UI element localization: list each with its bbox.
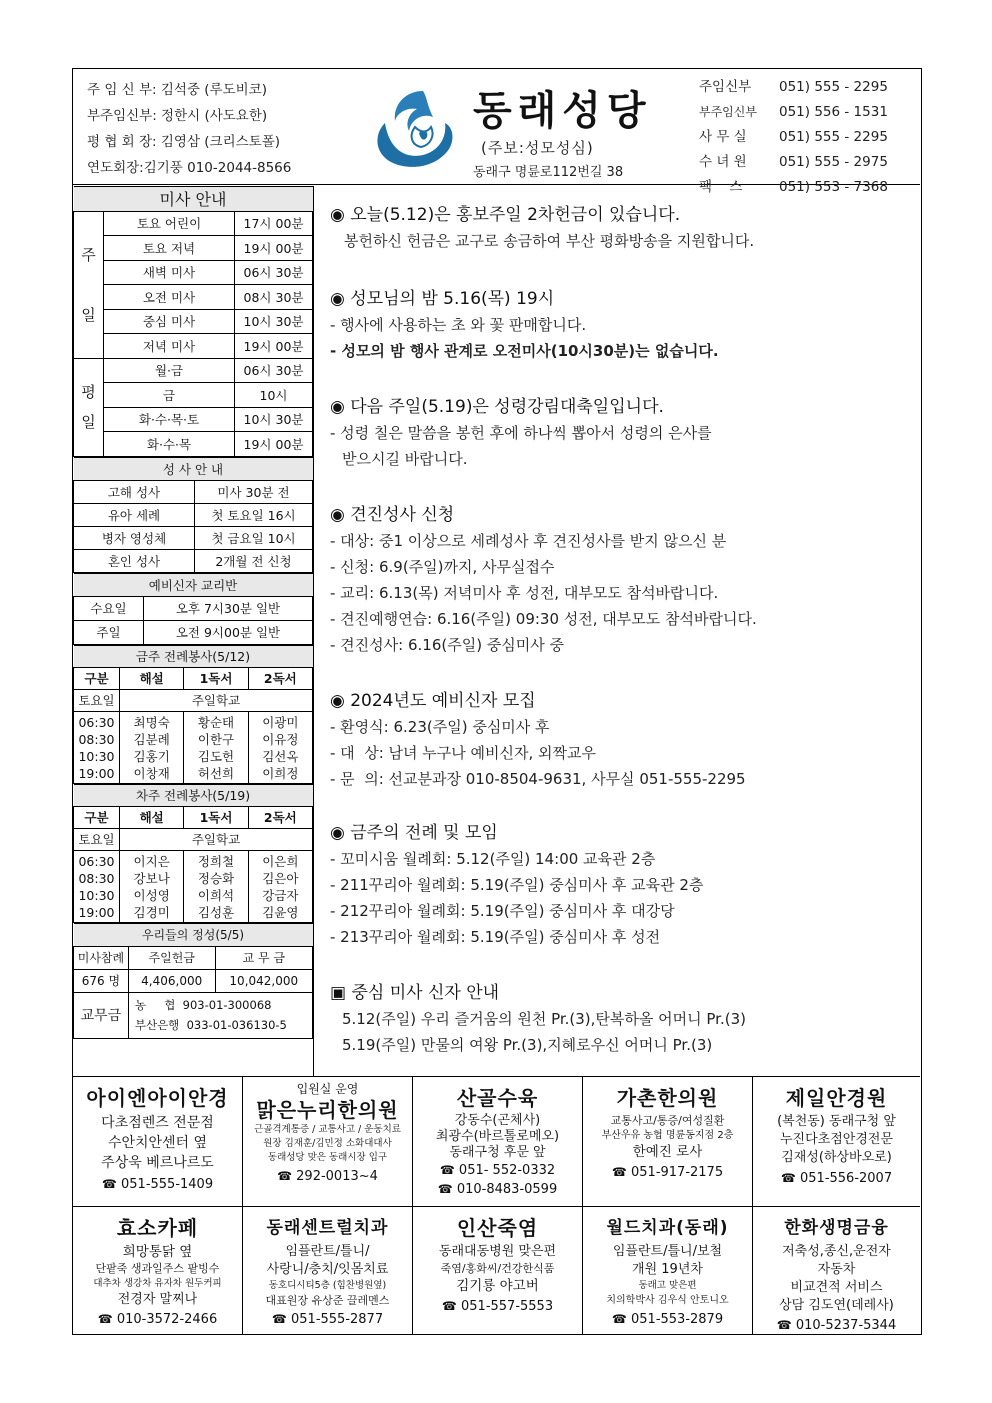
mass-name: 토요 저녁 xyxy=(104,236,235,261)
account-list xyxy=(128,992,312,1038)
ad-line: 희망통닭 옆 xyxy=(122,1244,193,1260)
weekday-group-label xyxy=(74,358,104,456)
mass-time: 10시 xyxy=(235,383,313,408)
mass-name: 금 xyxy=(104,383,235,408)
ad-card xyxy=(413,1206,583,1335)
mass-table xyxy=(73,186,313,457)
person: 강금자 xyxy=(262,887,299,903)
mass-time: 19시 00분 xyxy=(235,432,313,457)
col-header: 해설 xyxy=(120,667,184,689)
notice-item xyxy=(330,286,920,364)
schedule-column xyxy=(73,186,314,1076)
mass-name: 새벽 미사 xyxy=(104,260,235,285)
contact-number: 051) 553 - 7368 xyxy=(779,179,888,195)
clergy-line: 부주임신부: 정한시 (사도요한) xyxy=(87,108,268,124)
ad-name: 인산죽염 xyxy=(456,1216,539,1240)
clergy-line: 평 협 회 장: 김영삼 (크리스토폴) xyxy=(87,134,281,150)
ad-line: 상담 김도연(데레사) xyxy=(779,1298,894,1313)
notice-line: 봉헌하신 헌금은 교구로 송금하여 부산 평화방송을 지원합니다. xyxy=(344,232,755,250)
contact-label: 부주임신부 xyxy=(699,105,757,119)
notice-title: ◉ 2024년도 예비신자 모집 xyxy=(330,691,536,711)
this-week-title: 금주 전례봉사(5/12) xyxy=(74,645,313,667)
person: 김은아 xyxy=(262,870,299,886)
time: 08:30 xyxy=(78,870,115,886)
notice-line: - 212꾸리아 월례회: 5.19(주일) 중심미사 후 대강당 xyxy=(330,902,675,920)
contact-number: 051) 555 - 2295 xyxy=(779,129,888,145)
ad-phone xyxy=(753,1315,920,1336)
notice-line: - 꼬미시움 월례회: 5.12(주일) 14:00 교육관 2층 xyxy=(330,850,656,868)
ad-line: 전경자 말찌나 xyxy=(117,1292,198,1307)
ad-line: 동래성당 맞은 동래시장 입구 xyxy=(267,1152,388,1163)
ad-line: 최광수(바르톨로메오) xyxy=(435,1129,560,1144)
group-char: 일 xyxy=(81,413,96,431)
notice-line: - 견진예행연습: 6.16(주일) 09:30 성전, 대부모도 참석바랍니다. xyxy=(330,610,757,628)
time: 19:00 xyxy=(78,904,115,920)
notice-item xyxy=(330,820,920,950)
phone-number: 051-555-1409 xyxy=(121,1177,214,1192)
contact-row xyxy=(699,125,919,150)
ad-line: 수안치안센터 옆 xyxy=(107,1135,208,1151)
class-time: 오전 9시00분 일반 xyxy=(144,620,313,644)
time-cell xyxy=(74,711,120,783)
person: 이광미 xyxy=(262,714,299,730)
reading1-cell xyxy=(184,850,248,922)
notice-line: - 문 의: 선교분과장 010-8504-9631, 사무실 051-555-2295 xyxy=(330,770,746,788)
col-header: 구분 xyxy=(74,667,120,689)
bulletin-frame xyxy=(72,68,922,1335)
mass-time: 06시 30분 xyxy=(235,358,313,383)
notice-line: - 견진성사: 6.16(주일) 중심미사 중 xyxy=(330,636,565,654)
notice-line: - 211꾸리아 월례회: 5.19(주일) 중심미사 후 교육관 2층 xyxy=(330,876,704,894)
ad-line: 개원 19년차 xyxy=(632,1262,703,1277)
phone-icon: ☎ xyxy=(776,1318,792,1332)
phone-number: 292-0013~4 xyxy=(296,1169,378,1184)
phone-icon: ☎ xyxy=(271,1312,287,1326)
ad-phone xyxy=(243,1165,412,1188)
ad-card xyxy=(583,1077,753,1206)
col-header: 2독서 xyxy=(248,667,312,689)
offering-value: 4,406,000 xyxy=(128,969,215,992)
contact-label: 팩 스 xyxy=(699,179,743,195)
mass-name: 월·금 xyxy=(104,358,235,383)
dues-value: 10,042,000 xyxy=(215,969,312,992)
ad-phone xyxy=(73,1309,242,1330)
saturday-label: 토요일 xyxy=(74,689,120,711)
advertisements xyxy=(73,1076,920,1334)
ad-line: 근골격계통증 / 교통사고 / 운동치료 xyxy=(254,1124,401,1135)
contact-number: 051) 556 - 1531 xyxy=(779,104,888,120)
mass-title: 미사 안내 xyxy=(74,187,313,212)
notice-title: ◉ 다음 주일(5.19)은 성령강림대축일입니다. xyxy=(330,397,664,417)
contact-label: 주임신부 xyxy=(699,79,752,95)
phone-icon: ☎ xyxy=(437,1182,453,1196)
person: 황순태 xyxy=(197,714,235,730)
reading1-cell xyxy=(184,711,248,783)
ad-name: 맑은누리한의원 xyxy=(256,1098,399,1122)
ad-line: 김기룡 야고버 xyxy=(456,1278,539,1294)
ad-phone xyxy=(583,1161,752,1184)
mass-name: 화·수·목·토 xyxy=(104,407,235,432)
ad-line: 치의학박사 김우식 안토니오 xyxy=(606,1295,729,1306)
parish-name: 동래성당 xyxy=(473,88,652,134)
group-char: 평 xyxy=(81,383,96,401)
ad-line: 부산우유 농협 명륜동지점 2층 xyxy=(601,1130,734,1141)
time: 06:30 xyxy=(78,853,115,869)
commentary-cell xyxy=(120,850,184,922)
bank-account: 부산은행 033-01-036130-5 xyxy=(134,1018,287,1032)
phone-number: 051-917-2175 xyxy=(631,1165,724,1180)
col-header: 1독서 xyxy=(184,667,248,689)
mass-name: 오전 미사 xyxy=(104,285,235,310)
ad-card xyxy=(243,1206,413,1335)
ad-line: 사랑니/충치/잇몸치료 xyxy=(266,1262,389,1277)
ad-line: 자동차 xyxy=(817,1262,856,1277)
ad-card xyxy=(583,1206,753,1335)
next-week-service-table xyxy=(73,784,313,923)
group-char: 일 xyxy=(81,305,96,324)
ad-phone xyxy=(753,1167,920,1190)
patron: (주보:성모성심) xyxy=(481,139,594,157)
ad-line: 임플란트/틀니/ xyxy=(285,1244,370,1259)
notice-line: - 성모의 밤 행사 관계로 오전미사(10시30분)는 없습니다. xyxy=(330,342,719,360)
class-day: 주일 xyxy=(74,620,144,644)
account-label: 교무금 xyxy=(74,992,129,1038)
notice-line: 5.19(주일) 만물의 여왕 Pr.(3),지혜로우신 어머니 Pr.(3) xyxy=(342,1036,713,1054)
ad-line: 김재성(하상바오로) xyxy=(781,1150,892,1165)
mass-time: 19시 00분 xyxy=(235,334,313,359)
ad-line: 임플란트/틀니/보철 xyxy=(612,1244,723,1259)
clergy-line: 연도회장:김기풍 010-2044-8566 xyxy=(87,160,292,176)
phone-icon: ☎ xyxy=(439,1163,455,1177)
phone-number: 010-3572-2466 xyxy=(116,1312,218,1327)
time-cell xyxy=(74,850,120,922)
notice-line: - 교리: 6.13(목) 저녁미사 후 성전, 대부모도 참석바랍니다. xyxy=(330,584,719,602)
parish-logo-icon xyxy=(365,83,463,173)
person: 이은희 xyxy=(262,853,299,869)
notice-title: ◉ 견진성사 신청 xyxy=(330,505,455,525)
ad-card xyxy=(413,1077,583,1206)
ad-name: 아이엔아이안경 xyxy=(86,1086,229,1110)
phone-icon: ☎ xyxy=(611,1165,627,1179)
col-header: 해설 xyxy=(120,806,184,828)
ad-card xyxy=(753,1206,920,1335)
person: 이희석 xyxy=(197,887,235,903)
time: 10:30 xyxy=(78,748,115,764)
person: 김선옥 xyxy=(262,748,299,764)
time: 06:30 xyxy=(78,714,115,730)
phone-icon: ☎ xyxy=(277,1169,293,1183)
person: 최명숙 xyxy=(133,714,170,730)
col-header: 1독서 xyxy=(184,806,248,828)
reading2-cell xyxy=(248,850,312,922)
class-day: 수요일 xyxy=(74,596,144,620)
offering-title: 우리들의 정성(5/5) xyxy=(74,923,313,946)
sunday-group-label xyxy=(74,211,104,358)
mass-time: 17시 00분 xyxy=(235,211,313,236)
notice-title: ◉ 성모님의 밤 5.16(목) 19시 xyxy=(330,289,555,309)
this-week-service-table xyxy=(73,645,313,784)
notice-line: - 행사에 사용하는 초 와 꽃 판매합니다. xyxy=(330,316,587,334)
person: 김윤영 xyxy=(262,904,299,920)
ad-name: 제일안경원 xyxy=(785,1086,888,1110)
ad-name: 한화생명금융 xyxy=(784,1218,889,1238)
phone-icon: ☎ xyxy=(780,1171,796,1185)
person: 이한구 xyxy=(197,731,235,747)
sacrament-time: 첫 토요일 16시 xyxy=(195,503,313,526)
mass-time: 08시 30분 xyxy=(235,285,313,310)
notice-line: - 213꾸리아 월례회: 5.19(주일) 중심미사 후 성전 xyxy=(330,928,661,946)
notice-line: - 대 상: 남녀 누구나 예비신자, 외짝교우 xyxy=(330,744,596,762)
person: 이창재 xyxy=(133,765,170,781)
notice-title: ◉ 오늘(5.12)은 홍보주일 2차헌금이 있습니다. xyxy=(330,205,681,225)
contact-row xyxy=(699,75,919,100)
ad-line: 대추차 생강차 유자차 원두커피 xyxy=(93,1278,222,1289)
sacrament-name: 병자 영성체 xyxy=(74,526,195,549)
sacrament-time: 첫 금요일 10시 xyxy=(195,526,313,549)
next-week-title: 차주 전례봉사(5/19) xyxy=(74,784,313,806)
header xyxy=(73,69,920,195)
notice-title: ◉ 금주의 전례 및 모임 xyxy=(330,823,498,843)
phone-number: 051-553-2879 xyxy=(631,1312,724,1327)
contact-row xyxy=(699,150,919,175)
ad-name: 효소카페 xyxy=(116,1216,199,1240)
notice-line: 5.12(주일) 우리 즐거움의 원천 Pr.(3),탄복하올 어머니 Pr.(3) xyxy=(342,1010,746,1028)
person: 이유정 xyxy=(262,731,299,747)
sacrament-title: 성 사 안 내 xyxy=(74,457,313,480)
col-header: 2독서 xyxy=(248,806,312,828)
person: 정희철 xyxy=(197,853,235,869)
ad-line: 동호디시티5층 (힘찬병원옆) xyxy=(268,1280,387,1291)
person: 강보나 xyxy=(133,870,170,886)
saturday-value: 주일학교 xyxy=(120,828,313,850)
phone-number: 010-5237-5344 xyxy=(795,1318,897,1333)
mass-name: 화·수·목 xyxy=(104,432,235,457)
notices-column xyxy=(316,186,920,1076)
notice-line: - 환영식: 6.23(주일) 중심미사 후 xyxy=(330,718,550,736)
mass-time: 19시 00분 xyxy=(235,236,313,261)
person: 이성영 xyxy=(133,887,170,903)
phone-icon: ☎ xyxy=(97,1312,113,1326)
ad-caption: 입원실 운영 xyxy=(296,1082,359,1096)
col-header: 주일헌금 xyxy=(128,946,215,969)
ad-name: 산골수육 xyxy=(456,1086,539,1110)
sacrament-name: 고해 성사 xyxy=(74,480,195,503)
person: 이지은 xyxy=(133,853,170,869)
notice-item xyxy=(330,980,920,1058)
ad-phone xyxy=(413,1180,582,1199)
time: 10:30 xyxy=(78,887,115,903)
notice-line: - 신청: 6.9(주일)까지, 사무실접수 xyxy=(330,558,555,576)
ad-phone xyxy=(413,1295,582,1318)
offering-table xyxy=(73,923,313,1039)
ad-phone xyxy=(73,1173,242,1196)
sacrament-table xyxy=(73,457,313,573)
phone-number: 010-8483-0599 xyxy=(456,1182,558,1197)
saturday-label: 토요일 xyxy=(74,828,120,850)
ad-card xyxy=(753,1077,920,1206)
sacrament-name: 혼인 성사 xyxy=(74,549,195,572)
contact-number: 051) 555 - 2295 xyxy=(779,79,888,95)
ad-card xyxy=(73,1077,243,1206)
ad-line: 누진다초점안경전문 xyxy=(779,1132,894,1147)
phone-number: 051- 552-0332 xyxy=(458,1163,556,1178)
notice-item xyxy=(330,688,920,792)
sacrament-name: 유아 세례 xyxy=(74,503,195,526)
phone-number: 051-557-5553 xyxy=(461,1299,554,1314)
mass-time: 06시 30분 xyxy=(235,260,313,285)
person: 이희정 xyxy=(262,765,299,781)
notice-title: ▣ 중심 미사 신자 안내 xyxy=(330,983,500,1003)
catechumen-table xyxy=(73,573,313,645)
notice-item xyxy=(330,202,920,254)
phone-icon: ☎ xyxy=(441,1299,457,1313)
ad-name: 동래센트럴치과 xyxy=(266,1218,389,1238)
contact-list xyxy=(699,75,919,200)
notice-item xyxy=(330,502,920,658)
address: 동래구 명륜로112번길 38 xyxy=(473,165,624,180)
ad-line: 단팥죽 생과일주스 팥빙수 xyxy=(95,1262,220,1275)
notice-line: - 성령 칠은 말씀을 봉헌 후에 하나씩 뽑아서 성령의 은사를 xyxy=(330,424,712,442)
person: 김도헌 xyxy=(197,748,235,764)
person: 김성훈 xyxy=(197,904,235,920)
ad-line: 교통사고/통증/여성질환 xyxy=(610,1114,725,1127)
time: 08:30 xyxy=(78,731,115,747)
phone-icon: ☎ xyxy=(101,1177,117,1191)
ad-line: 동래구청 후문 앞 xyxy=(449,1145,546,1160)
mass-time: 10시 30분 xyxy=(235,309,313,334)
ad-line: 죽염/홍화씨/건강한식품 xyxy=(440,1262,555,1275)
phone-number: 051-555-2877 xyxy=(291,1312,384,1327)
ad-line: 주상욱 베르나르도 xyxy=(101,1155,214,1171)
sacrament-time: 미사 30분 전 xyxy=(195,480,313,503)
ad-card xyxy=(243,1077,413,1206)
ad-name: 월드치과(동래) xyxy=(606,1218,729,1238)
notice-item xyxy=(330,394,920,472)
attendance-value: 676 명 xyxy=(74,969,129,992)
commentary-cell xyxy=(120,711,184,783)
class-time: 오후 7시30분 일반 xyxy=(144,596,313,620)
ad-line: 동래대동병원 맞은편 xyxy=(438,1244,557,1259)
contact-label: 사 무 실 xyxy=(699,129,747,145)
ad-phone xyxy=(413,1161,582,1180)
notice-line: - 대상: 중1 이상으로 세례성사 후 견진성사를 받지 않으신 분 xyxy=(330,532,727,550)
mass-name: 중심 미사 xyxy=(104,309,235,334)
clergy-line: 주 임 신 부: 김석중 (루도비코) xyxy=(87,82,267,98)
ad-line: 한예진 로사 xyxy=(632,1144,703,1160)
mass-name: 저녁 미사 xyxy=(104,334,235,359)
col-header: 미사참례 xyxy=(74,946,129,969)
ad-card xyxy=(73,1206,243,1335)
ad-line: 저축성,종신,운전자 xyxy=(782,1244,891,1259)
phone-number: 051-556-2007 xyxy=(800,1171,893,1186)
col-header: 구분 xyxy=(74,806,120,828)
contact-label: 수 녀 원 xyxy=(699,154,747,170)
person: 김경미 xyxy=(133,904,170,920)
phone-icon: ☎ xyxy=(611,1312,627,1326)
col-header: 교 무 금 xyxy=(215,946,312,969)
person: 허선희 xyxy=(197,765,235,781)
ad-line: 원장 김재훈/김민정 소화대대사 xyxy=(263,1138,392,1149)
group-char: 주 xyxy=(81,245,96,264)
ad-phone xyxy=(243,1309,412,1330)
person: 정승화 xyxy=(197,870,235,886)
ad-phone xyxy=(583,1309,752,1330)
ad-line: 대표원장 유상준 끌레멘스 xyxy=(265,1294,390,1307)
person: 김분례 xyxy=(133,731,170,747)
contact-number: 051) 555 - 2975 xyxy=(779,154,888,170)
ad-name: 가촌한의원 xyxy=(616,1086,719,1110)
contact-row xyxy=(699,100,919,125)
notice-line: 받으시길 바랍니다. xyxy=(342,450,468,468)
saturday-value: 주일학교 xyxy=(120,689,313,711)
ad-line: 비교견적 서비스 xyxy=(790,1280,883,1295)
sacrament-time: 2개월 전 신청 xyxy=(195,549,313,572)
ad-line: (복천동) 동래구청 앞 xyxy=(777,1114,896,1129)
parish-title-block xyxy=(365,75,675,181)
mass-name: 토요 어린이 xyxy=(104,211,235,236)
bank-account: 농 협 903-01-300068 xyxy=(134,998,272,1012)
person: 김홍기 xyxy=(133,748,170,764)
clergy-list xyxy=(87,77,377,181)
ad-line: 동래고 맞은편 xyxy=(638,1280,697,1291)
time: 19:00 xyxy=(78,765,115,781)
ad-line: 강동수(곤체사) xyxy=(454,1113,541,1128)
catechumen-title: 예비신자 교리반 xyxy=(74,573,313,596)
mass-time: 10시 30분 xyxy=(235,407,313,432)
ad-line: 다초점렌즈 전문점 xyxy=(101,1115,214,1131)
reading2-cell xyxy=(248,711,312,783)
